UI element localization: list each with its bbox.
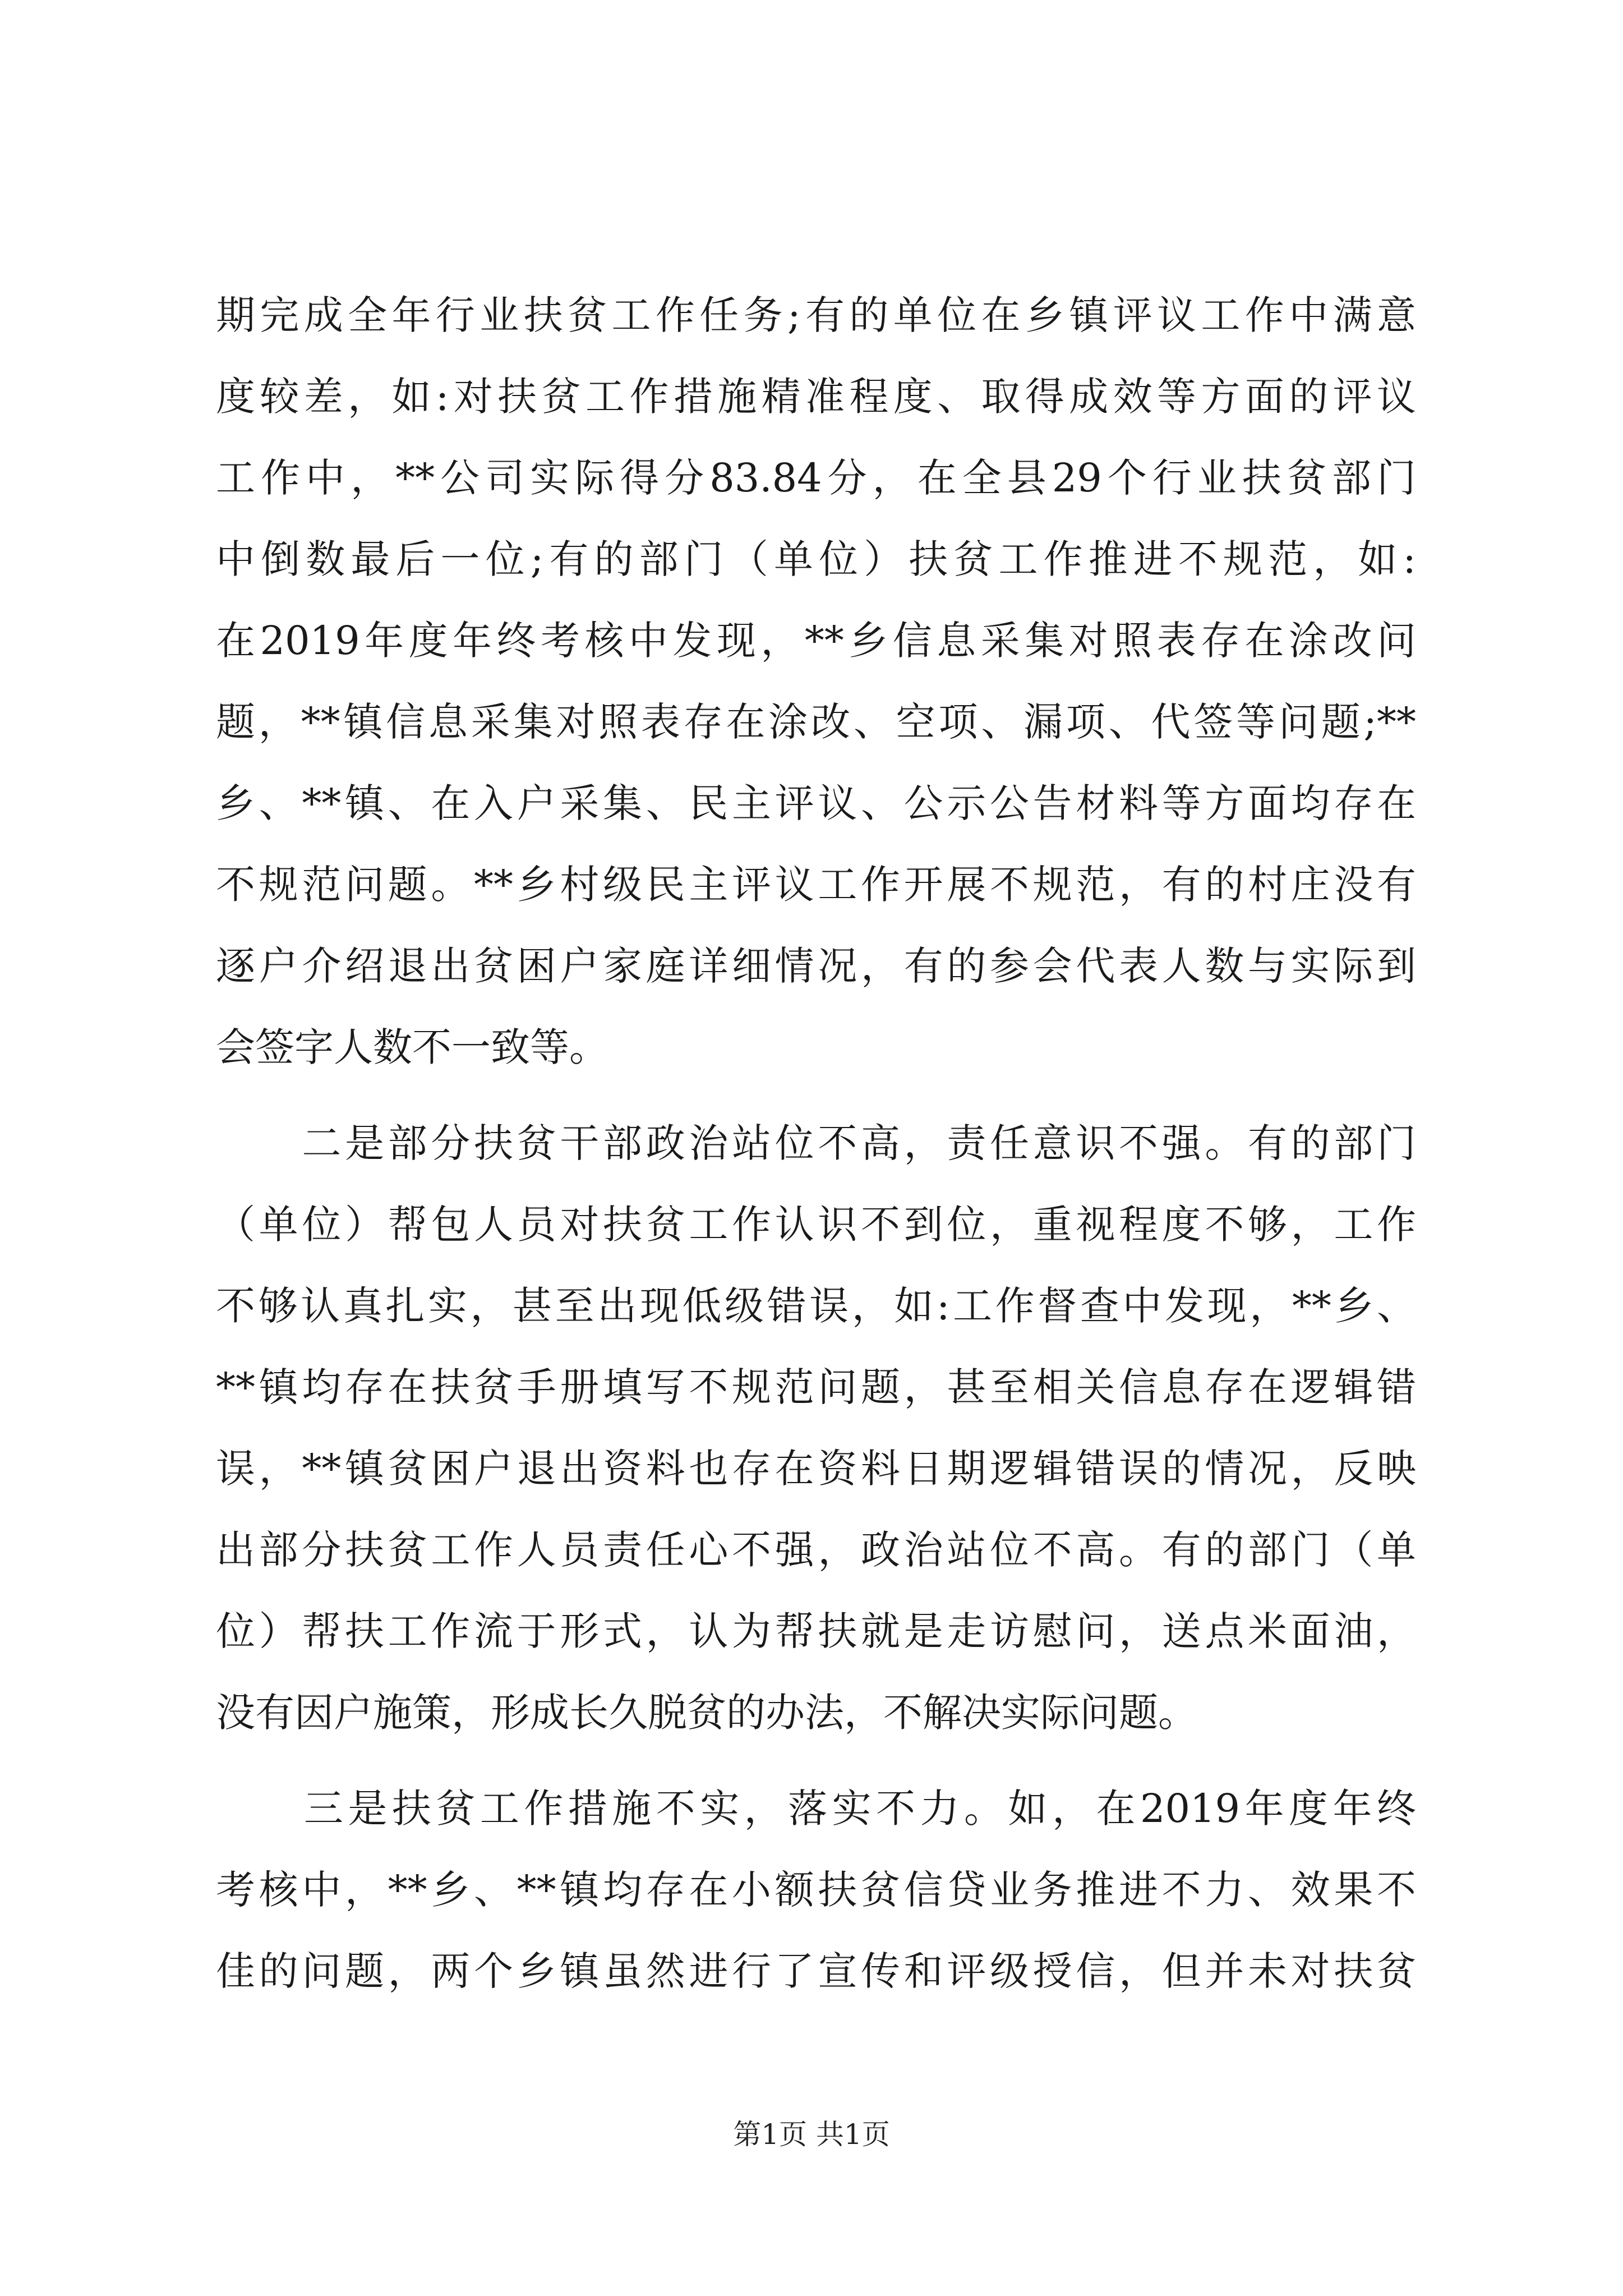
text-line: 不够认真扎实，甚至出现低级错误，如:工作督查中发现，**乡、 [216, 1283, 1416, 1329]
paragraph-1 [216, 275, 1416, 1088]
text-line: 期完成全年行业扶贫工作任务;有的单位在乡镇评议工作中满意 [216, 292, 1416, 338]
paragraph-spacer [216, 1088, 1416, 1103]
text-line: 题，**镇信息采集对照表存在涂改、空项、漏项、代签等问题;** [216, 699, 1416, 745]
text-line: 二是部分扶贫干部政治站位不高，责任意识不强。有的部门 [216, 1120, 1416, 1166]
text-line: 在2019年度年终考核中发现，**乡信息采集对照表存在涂改问 [216, 618, 1416, 664]
page-footer [0, 2115, 1623, 2154]
text-line: 中倒数最后一位;有的部门（单位）扶贫工作推进不规范，如: [216, 536, 1416, 582]
text-line: 考核中，**乡、**镇均存在小额扶贫信贷业务推进不力、效果不 [216, 1867, 1416, 1913]
text-line: 不规范问题。**乡村级民主评议工作开展不规范，有的村庄没有 [216, 862, 1416, 908]
paragraph-spacer [216, 1754, 1416, 1768]
text-line: 三是扶贫工作措施不实，落实不力。如，在2019年度年终 [216, 1786, 1416, 1832]
document-body [216, 275, 1416, 2012]
text-line: 会签字人数不一致等。 [216, 1024, 608, 1070]
text-line: 工作中，**公司实际得分83.84分，在全县29个行业扶贫部门 [216, 455, 1416, 501]
text-line: （单位）帮包人员对扶贫工作认识不到位，重视程度不够，工作 [216, 1202, 1416, 1248]
text-line: 误，**镇贫困户退出资料也存在资料日期逻辑错误的情况，反映 [216, 1446, 1416, 1492]
paragraph-2 [216, 1103, 1416, 1754]
text-line: 度较差，如:对扶贫工作措施精准程度、取得成效等方面的评议 [216, 374, 1416, 420]
text-line: 出部分扶贫工作人员责任心不强，政治站位不高。有的部门（单 [216, 1527, 1416, 1573]
page-number: 第1页 共1页 [733, 2118, 890, 2151]
text-line: 乡、**镇、在入户采集、民主评议、公示公告材料等方面均存在 [216, 780, 1416, 826]
text-line: 逐户介绍退出贫困户家庭详细情况，有的参会代表人数与实际到 [216, 943, 1416, 989]
text-line: 位）帮扶工作流于形式，认为帮扶就是走访慰问，送点米面油， [216, 1608, 1416, 1654]
text-line: **镇均存在扶贫手册填写不规范问题，甚至相关信息存在逻辑错 [216, 1364, 1416, 1410]
text-line: 佳的问题，两个乡镇虽然进行了宣传和评级授信，但并未对扶贫 [216, 1948, 1416, 1994]
text-line: 没有因户施策，形成长久脱贫的办法，不解决实际问题。 [216, 1690, 1197, 1736]
paragraph-3 [216, 1768, 1416, 2012]
